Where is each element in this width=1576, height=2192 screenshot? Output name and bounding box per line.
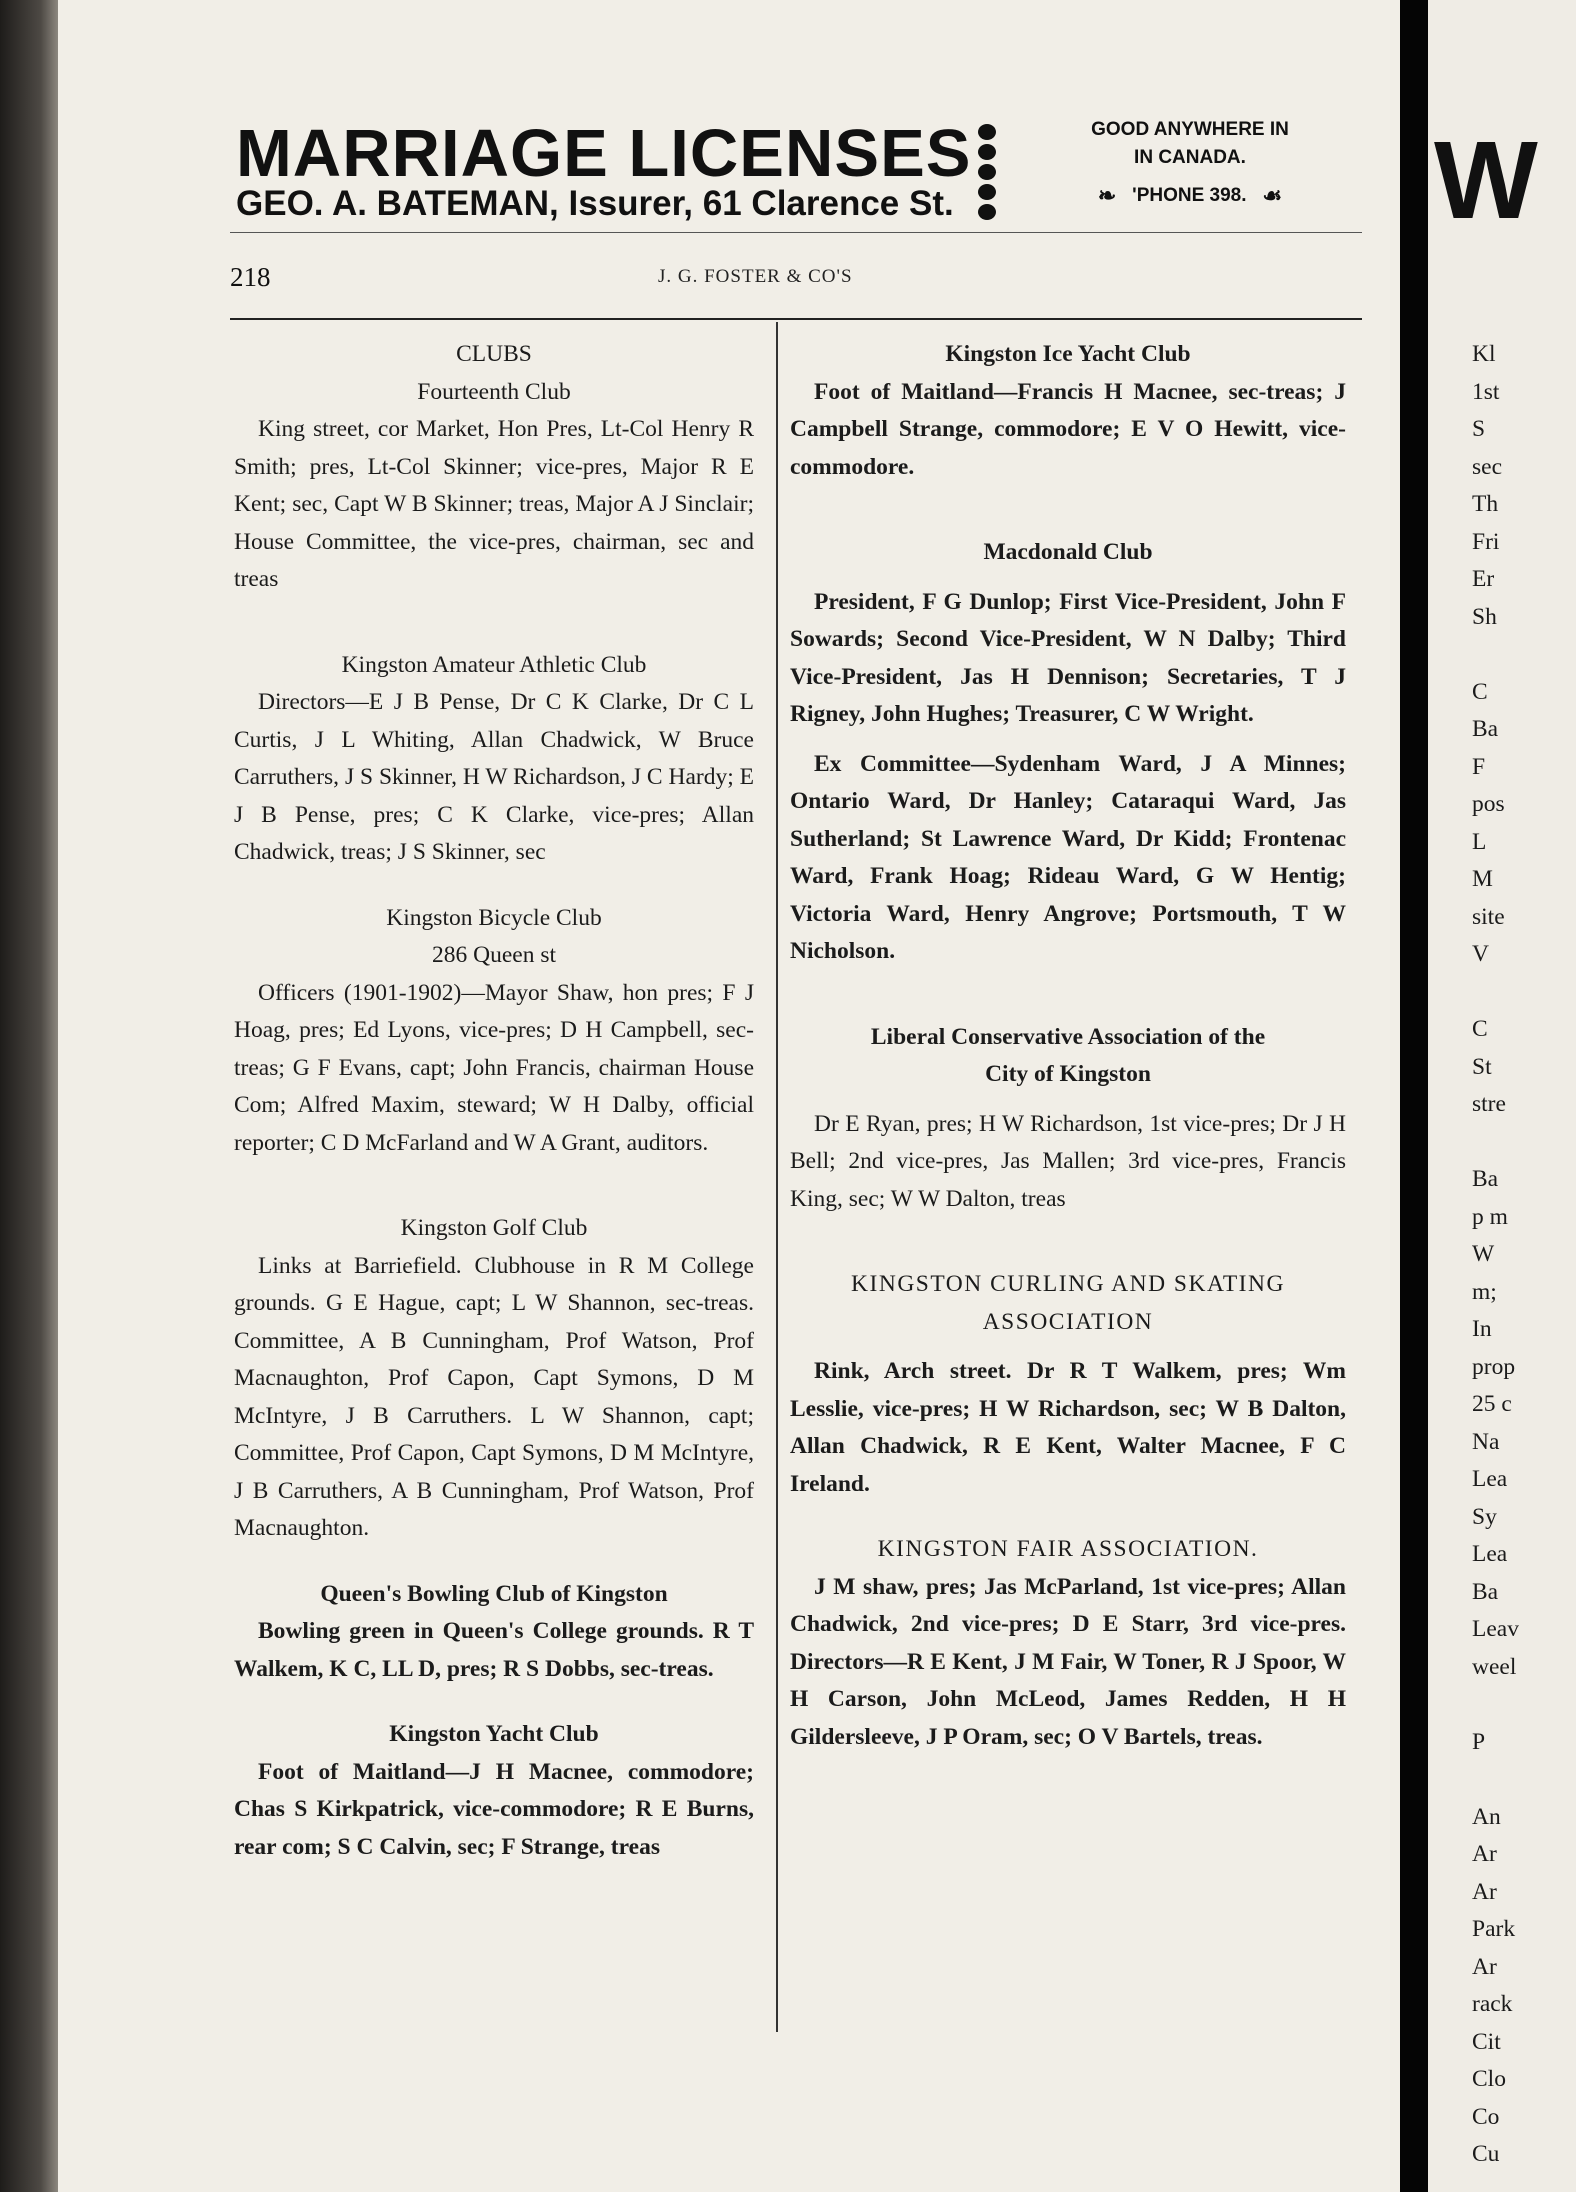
curling-association-text: Rink, Arch street. Dr R T Walkem, pres; Wm Lesslie, vice-pres; H W Richardson, sec; W B Dalton, Allan Chadwick, R E Kent, Walter Macnee, F C Ireland. — [790, 1358, 1346, 1497]
right-flourish-icon: ☙ — [1262, 183, 1283, 208]
adjacent-line: C — [1472, 678, 1488, 705]
adjacent-line: 25 c — [1472, 1391, 1512, 1417]
adjacent-line: Sy — [1472, 1503, 1497, 1530]
adjacent-line: P — [1472, 1728, 1486, 1755]
page-gutter — [1400, 0, 1428, 2192]
adjacent-line: St — [1472, 1053, 1492, 1080]
fair-association-entry — [790, 1531, 1346, 1756]
adjacent-line: In — [1472, 1316, 1492, 1342]
adjacent-line — [1472, 974, 1519, 1012]
adjacent-line: site — [1472, 903, 1505, 930]
ice-yacht-club-title: Kingston Ice Yacht Club — [945, 341, 1191, 367]
adjacent-line: Ba — [1472, 1166, 1499, 1192]
liberal-conservative-text: Dr E Ryan, pres; H W Richardson, 1st vice-pres; Dr J H Bell; 2nd vice-pres, Jas Mallen; 3rd vice-pres, Francis King, sec; W W Dalton, treas — [790, 1110, 1346, 1212]
ad-in-canada: IN CANADA. — [1134, 147, 1246, 168]
adjacent-line: sec — [1472, 453, 1503, 480]
adjacent-line: Cit — [1472, 2028, 1501, 2055]
ice-yacht-club-text: Foot of Maitland—Francis H Macnee, sec-treas; J Campbell Strange, commodore; E V O Hewitt, vice-commodore. — [790, 378, 1346, 480]
liberal-conservative-title-line1: Liberal Conservative Association of the — [870, 1023, 1266, 1050]
bicycle-club-text: Officers (1901-1902)—Mayor Shaw, hon pres; F J Hoag, pres; Ed Lyons, vice-pres; D H Campbell, sec-treas; G F Evans, capt; John Francis, chairman House Com; Alfred Maxim, steward; W H Dalby, official reporter; C D McFarland and W A Grant, auditors. — [234, 979, 754, 1156]
curling-association-title-line1: KINGSTON CURLING AND SKATING — [851, 1271, 1285, 1297]
ice-yacht-club-entry — [790, 336, 1346, 486]
marriage-licenses-advertisement — [58, 112, 1400, 232]
adjacent-line: Ar — [1472, 1841, 1497, 1867]
adjacent-line — [1472, 1686, 1519, 1724]
golf-club-text: Links at Barriefield. Clubhouse in R M College grounds. G E Hague, capt; L W Shannon, sec-treas. Committee, A B Cunningham, Prof Watson, Prof Macnaughton, Prof Capon, Capt Symons, D M McIntyre, J B Carruthers. L W Shannon, capt; Committee, Prof Capon, Capt Symons, D M McIntyre, J B Carruthers, A B Cunningham, Prof Watson, Prof Macnaughton. — [234, 1252, 754, 1541]
adjacent-line: 1st — [1472, 378, 1500, 405]
adjacent-line: Ba — [1472, 716, 1499, 742]
adjacent-line: Lea — [1472, 1541, 1508, 1567]
adjacent-line: Ba — [1472, 1578, 1499, 1605]
right-column — [790, 336, 1346, 1756]
adjacent-line: m; — [1472, 1278, 1497, 1305]
adjacent-line: prop — [1472, 1353, 1516, 1380]
fair-association-title: KINGSTON FAIR ASSOCIATION. — [877, 1536, 1259, 1562]
ad-right-block — [1020, 118, 1360, 208]
fourteenth-club-title: Fourteenth Club — [417, 378, 571, 405]
adjacent-line: Park — [1472, 1916, 1516, 1942]
macdonald-club-text: President, F G Dunlop; First Vice-President, John F Sowards; Second Vice-President, W N Dalby; Third Vice-President, Jas H Dennison; Secretaries, T J Rigney, John Hughes; Treasurer, C W Wright. — [790, 588, 1346, 727]
bicycle-club-address: 286 Queen st — [431, 942, 556, 968]
adjacent-line: weel — [1472, 1653, 1517, 1680]
adjacent-line: Th — [1472, 491, 1499, 517]
athletic-club-entry — [234, 647, 754, 872]
golf-club-title: Kingston Golf Club — [400, 1215, 588, 1241]
adjacent-line: Na — [1472, 1428, 1500, 1455]
adjacent-line: stre — [1472, 1091, 1506, 1117]
adjacent-line: pos — [1472, 791, 1505, 817]
left-flourish-icon: ❧ — [1097, 183, 1117, 208]
yacht-club-title: Kingston Yacht Club — [389, 1721, 599, 1747]
adjacent-line: Sh — [1472, 603, 1497, 630]
liberal-conservative-entry — [790, 1019, 1346, 1219]
fair-association-text: J M shaw, pres; Jas McParland, 1st vice-pres; Allan Chadwick, 2nd vice-pres; D E Starr, 3rd vice-pres. Directors—R E Kent, J M Fair, W Toner, R J Spoor, W H Carson, John McLeod, James Redden, H H Gildersleeve, J P Oram, sec; O V Bartels, treas. — [790, 1573, 1346, 1750]
adjacent-line: Er — [1472, 566, 1495, 592]
athletic-club-title: Kingston Amateur Athletic Club — [341, 651, 647, 678]
macdonald-club-title: Macdonald Club — [983, 539, 1153, 565]
adjacent-page-fragment — [1428, 0, 1576, 2192]
directory-page — [58, 0, 1400, 2192]
adjacent-line: F — [1472, 753, 1486, 780]
bowling-club-text: Bowling green in Queen's College grounds. R T Walkem, K C, LL D, pres; R S Dobbs, sec-treas. — [234, 1618, 754, 1682]
bowling-club-entry — [234, 1576, 754, 1689]
adjacent-line: L — [1472, 828, 1487, 855]
ad-dot-divider — [976, 124, 998, 230]
column-divider — [776, 322, 778, 2032]
adjacent-line: C — [1472, 1016, 1488, 1042]
clubs-heading: CLUBS — [456, 341, 532, 367]
adjacent-line: Cu — [1472, 2141, 1500, 2167]
liberal-conservative-title-line2: City of Kingston — [985, 1061, 1151, 1087]
bicycle-club-entry — [234, 900, 754, 1163]
ad-good-anywhere: GOOD ANYWHERE IN — [1091, 119, 1289, 140]
adjacent-line: Leav — [1472, 1616, 1519, 1642]
adjacent-line: p m — [1472, 1203, 1508, 1230]
header-top-rule — [230, 232, 1362, 233]
adjacent-line: Ar — [1472, 1953, 1497, 1980]
adjacent-line: Clo — [1472, 2066, 1506, 2092]
page-number: 218 — [230, 262, 271, 292]
header-rule — [230, 318, 1362, 320]
adjacent-line: Co — [1472, 2103, 1500, 2130]
adjacent-line — [1472, 1761, 1519, 1799]
ad-phone: 'PHONE 398. — [1132, 185, 1247, 207]
fourteenth-club-text: King street, cor Market, Hon Pres, Lt-Col Henry R Smith; pres, Lt-Col Skinner; vice-pres, Major R E Kent; sec, Capt W B Skinner; treas, Major A J Sinclair; House Committee, the vice-pres, chairman, sec and treas — [234, 416, 754, 592]
ad-title: MARRIAGE LICENSES — [236, 116, 972, 191]
curling-association-entry — [790, 1266, 1346, 1503]
adjacent-line: S — [1472, 416, 1486, 442]
adjacent-page-heading-letter: W — [1434, 119, 1538, 242]
adjacent-line — [1472, 636, 1519, 674]
curling-association-title-line2: ASSOCIATION — [982, 1308, 1154, 1335]
macdonald-ex-committee-text: Ex Committee—Sydenham Ward, J A Minnes; Ontario Ward, Dr Hanley; Cataraqui Ward, Jas Sutherland; St Lawrence Ward, Dr Kidd; Frontenac Ward, Frank Hoag; Rideau Ward, G W Hentig; Victoria Ward, Henry Angrove; Portsmouth, T W Nicholson. — [790, 750, 1346, 964]
running-head: J. G. FOSTER & CO'S — [658, 266, 853, 287]
yacht-club-text: Foot of Maitland—J H Macnee, commodore; Chas S Kirkpatrick, vice-commodore; R E Burns, rear com; S C Calvin, sec; F Strange, treas — [234, 1758, 754, 1860]
adjacent-line: V — [1472, 941, 1489, 967]
left-column — [234, 336, 754, 1866]
book-binding-edge — [0, 0, 58, 2192]
yacht-club-entry — [234, 1716, 754, 1866]
ad-phone-row — [1020, 184, 1360, 208]
adjacent-line: An — [1472, 1803, 1501, 1830]
ad-issuer: GEO. A. BATEMAN, Issurer, 61 Clarence St. — [236, 184, 954, 223]
adjacent-page-text — [1472, 336, 1519, 2174]
athletic-club-text: Directors—E J B Pense, Dr C K Clarke, Dr C L Curtis, J L Whiting, Allan Chadwick, W Bruce Carruthers, J S Skinner, H W Richardson, J C Hardy; E J B Pense, pres; C K Clarke, vice-pres; Allan Chadwick, treas; J S Skinner, sec — [234, 689, 754, 865]
golf-club-entry — [234, 1210, 754, 1548]
bowling-club-title: Queen's Bowling Club of Kingston — [320, 1580, 668, 1607]
adjacent-line: Fri — [1472, 528, 1500, 555]
bicycle-club-title: Kingston Bicycle Club — [386, 904, 602, 931]
adjacent-line: W — [1472, 1241, 1495, 1267]
adjacent-line: Ar — [1472, 1878, 1497, 1905]
adjacent-line: rack — [1472, 1991, 1513, 2017]
adjacent-line: Kl — [1472, 341, 1496, 367]
macdonald-club-entry — [790, 534, 1346, 971]
adjacent-line: Lea — [1472, 1466, 1508, 1492]
adjacent-line: M — [1472, 866, 1493, 892]
adjacent-line — [1472, 1124, 1519, 1162]
fourteenth-club-entry — [234, 374, 754, 599]
